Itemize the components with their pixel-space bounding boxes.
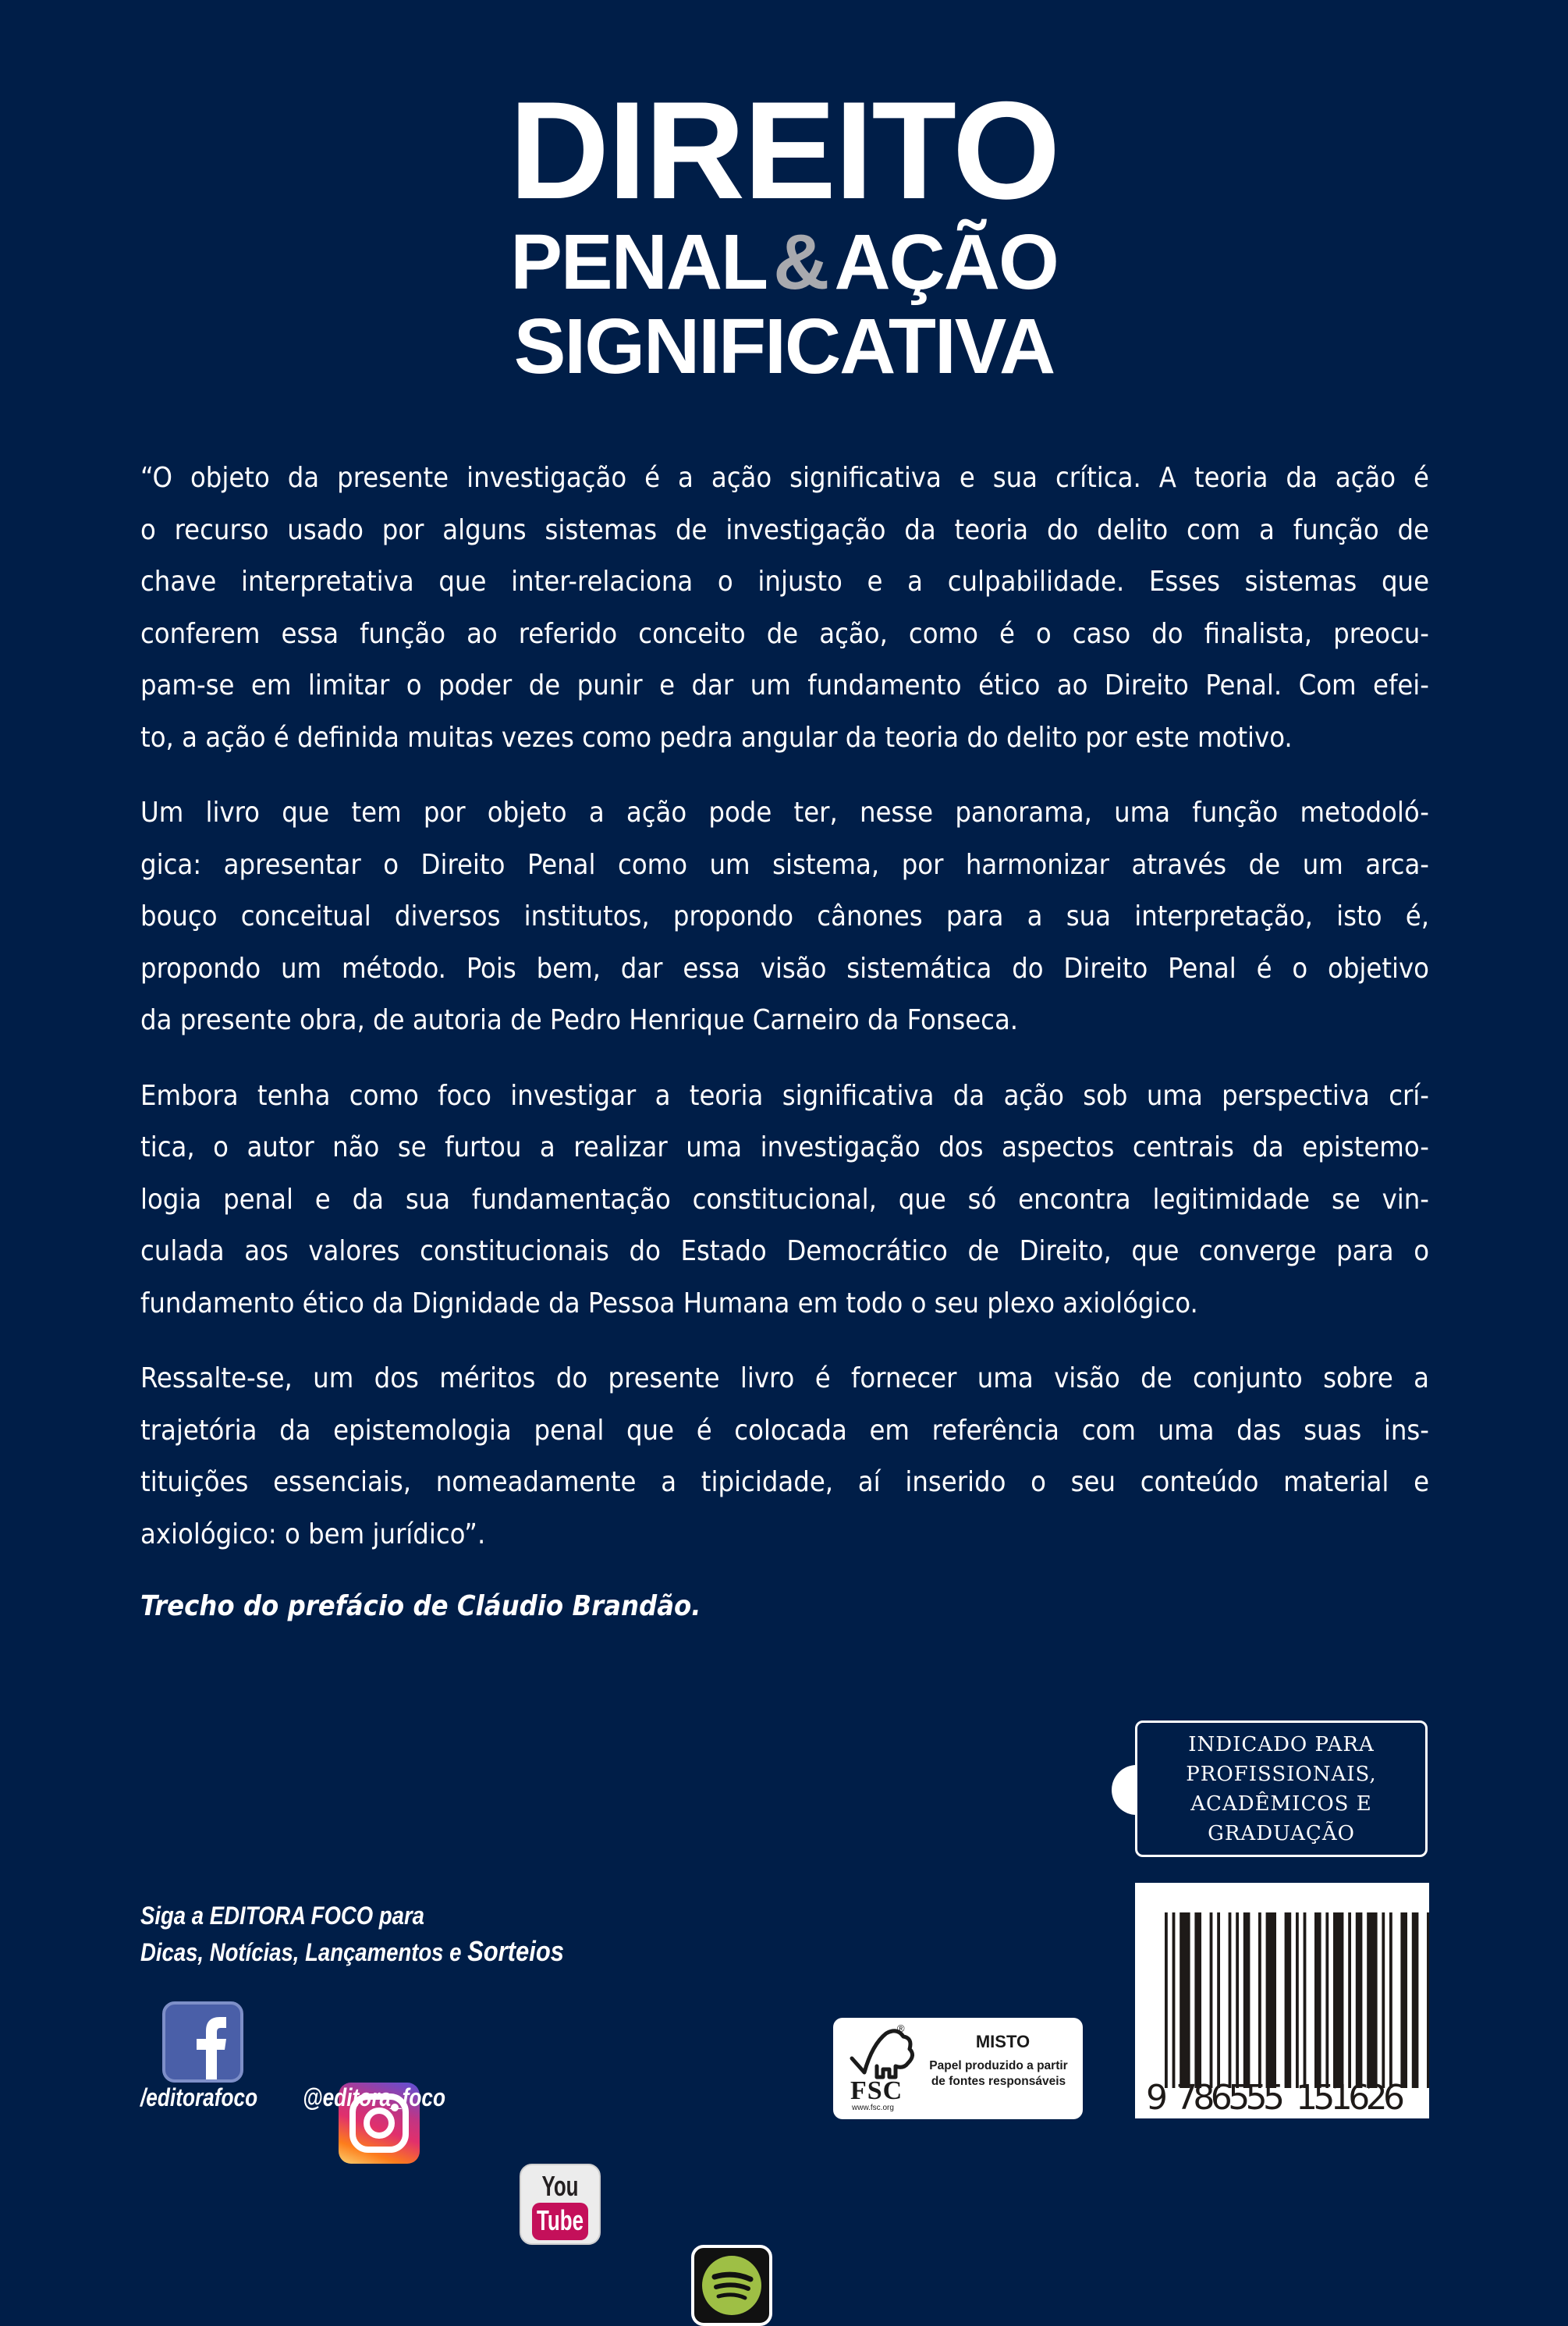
text-line: gica: apresentar o Direito Penal como um sistema, por harmonizar através de um arca- (140, 848, 1429, 881)
barcode-bar (1243, 1912, 1250, 2088)
fsc-tree-icon (841, 2021, 927, 2083)
follow-line-1: Siga a EDITORA FOCO para (140, 1902, 424, 1930)
barcode-bars (1135, 1883, 1429, 2118)
text-line: to, a ação é definida muitas vezes como pedra angular da teoria do delito por este motivo. (140, 721, 1293, 754)
text-line: “O objeto da presente investigação é a ação significativa e sua crítica. A teoria da ação é (140, 462, 1429, 494)
audience-badge (1135, 1721, 1428, 1857)
title-penal: PENAL (510, 218, 768, 306)
facebook-icon[interactable] (162, 2001, 243, 2083)
fsc-url: www.fsc.org (852, 2104, 894, 2112)
text-line: tica, o autor não se furtou a realizar uma investigação dos aspectos centrais da epistemo- (140, 1131, 1429, 1163)
text-line: axiológico: o bem jurídico”. (140, 1518, 486, 1550)
follow-cta (140, 1898, 564, 1970)
badge-tab (1112, 1765, 1137, 1815)
text-line: trajetória da epistemologia penal que é colocada em referência com uma das suas ins- (140, 1414, 1429, 1447)
barcode-digits-right: 151626 (1296, 2078, 1405, 2118)
spotify-icon[interactable] (691, 2245, 772, 2326)
text-line: Um livro que tem por objeto a ação pode ter, nesse panorama, uma função metodoló- (140, 797, 1429, 829)
fsc-description (921, 2058, 1077, 2090)
barcode-bar (1172, 1912, 1176, 2088)
instagram-handle[interactable]: @editora_foco (303, 2083, 446, 2111)
text-line: da presente obra, de autoria de Pedro Henrique Carneiro da Fonseca. (140, 1004, 1019, 1036)
youtube-tube: Tube (536, 2204, 584, 2236)
fsc-registered: ® (897, 2022, 905, 2034)
facebook-handle[interactable]: /editorafoco (140, 2083, 258, 2111)
fsc-logo-text: FSC (850, 2076, 903, 2105)
title-acao: AÇÃO (834, 218, 1058, 306)
text-line: fundamento ético da Dignidade da Pessoa Humana em todo o seu plexo axiológico. (140, 1287, 1198, 1319)
barcode-bar (1217, 1912, 1220, 2088)
book-title (0, 73, 1568, 390)
text-line: bouço conceitual diversos institutos, propondo cânones para a sua interpretação, isto é, (140, 900, 1429, 932)
barcode-bar (1236, 1912, 1239, 2088)
barcode-bar (1412, 1912, 1419, 2088)
preface-attribution: Trecho do prefácio de Cláudio Brandão. (140, 1590, 701, 1622)
barcode-bar (1194, 1912, 1201, 2088)
fsc-desc-line: de fontes responsáveis (931, 2075, 1066, 2088)
text-line: conferem essa função ao referido conceito de ação, como é o caso do finalista, preocu- (140, 617, 1429, 650)
barcode-bar (1400, 1912, 1407, 2088)
barcode-bar (1333, 1912, 1343, 2088)
spotify-glyph (694, 2248, 769, 2323)
facebook-glyph (165, 2005, 240, 2079)
barcode-bar (1296, 1912, 1299, 2088)
barcode-bar (1304, 1912, 1307, 2088)
synopsis (140, 453, 1429, 1632)
badge-line: PROFISSIONAIS, (1186, 1762, 1377, 1786)
barcode-bar (1229, 1912, 1232, 2088)
fsc-desc-line: Papel produzido a partir (929, 2059, 1068, 2072)
barcode-bar (1258, 1912, 1261, 2088)
barcode-bar (1314, 1912, 1321, 2088)
isbn-barcode (1135, 1883, 1429, 2118)
text-line: pam-se em limitar o poder de punir e dar um fundamento ético ao Direito Penal. Com efei- (140, 669, 1429, 701)
title-line-1: DIREITO (509, 73, 1059, 228)
barcode-bar (1382, 1912, 1385, 2088)
paragraph (140, 453, 1429, 764)
follow-sorteios: Sorteios (467, 1935, 564, 1967)
barcode-bar (1165, 1912, 1168, 2088)
barcode-bar (1180, 1912, 1190, 2088)
barcode-bar (1356, 1912, 1363, 2088)
paragraph (140, 1071, 1429, 1330)
barcode-bar (1285, 1912, 1292, 2088)
barcode-digits-left: 786555 (1176, 2078, 1285, 2118)
text-line: culada aos valores constitucionais do Estado Democrático de Direito, que converge para o (140, 1235, 1429, 1267)
text-line: Embora tenha como foco investigar a teoria significativa da ação sob uma perspectiva crí- (140, 1079, 1429, 1112)
barcode-bar (1389, 1912, 1392, 2088)
text-line: chave interpretativa que inter-relaciona o injusto e a culpabilidade. Esses sistemas que (140, 566, 1429, 598)
title-line-2 (0, 220, 1568, 304)
barcode-bar (1427, 1912, 1429, 2088)
badge-line: ACADÊMICOS E (1190, 1792, 1372, 1816)
barcode-bar (1266, 1912, 1276, 2088)
text-line: o recurso usado por alguns sistemas de investigação da teoria do delito com a função de (140, 513, 1429, 546)
fsc-misto: MISTO (975, 2032, 1031, 2051)
youtube-icon[interactable] (520, 2164, 601, 2245)
badge-line: INDICADO PARA (1188, 1732, 1375, 1756)
text-line: logia penal e da sua fundamentação constitucional, que só encontra legitimidade se vin- (140, 1183, 1429, 1216)
text-line: Ressalte-se, um dos méritos do presente livro é fornecer uma visão de conjunto sobre a (140, 1362, 1429, 1394)
text-line: tituições essenciais, nomeadamente a tipicidade, aí inserido o seu conteúdo material e (140, 1466, 1429, 1498)
barcode-digit-first: 9 (1146, 2078, 1168, 2118)
youtube-you: You (541, 2170, 579, 2202)
barcode-bar (1348, 1912, 1351, 2088)
follow-prefix: Dicas, Notícias, Lançamentos e (140, 1938, 468, 1966)
paragraph (140, 1353, 1429, 1561)
fsc-label (833, 2018, 1083, 2119)
barcode-bar (1367, 1912, 1377, 2088)
badge-line: GRADUAÇÃO (1208, 1821, 1355, 1845)
title-ampersand: & (773, 218, 828, 306)
title-line-3: SIGNIFICATIVA (513, 303, 1055, 390)
barcode-bar (1210, 1912, 1213, 2088)
paragraph (140, 787, 1429, 1047)
text-line: propondo um método. Pois bem, dar essa visão sistemática do Direito Penal é o objetivo (140, 952, 1429, 985)
follow-line-2 (140, 1934, 564, 1970)
barcode-bar (1325, 1912, 1329, 2088)
